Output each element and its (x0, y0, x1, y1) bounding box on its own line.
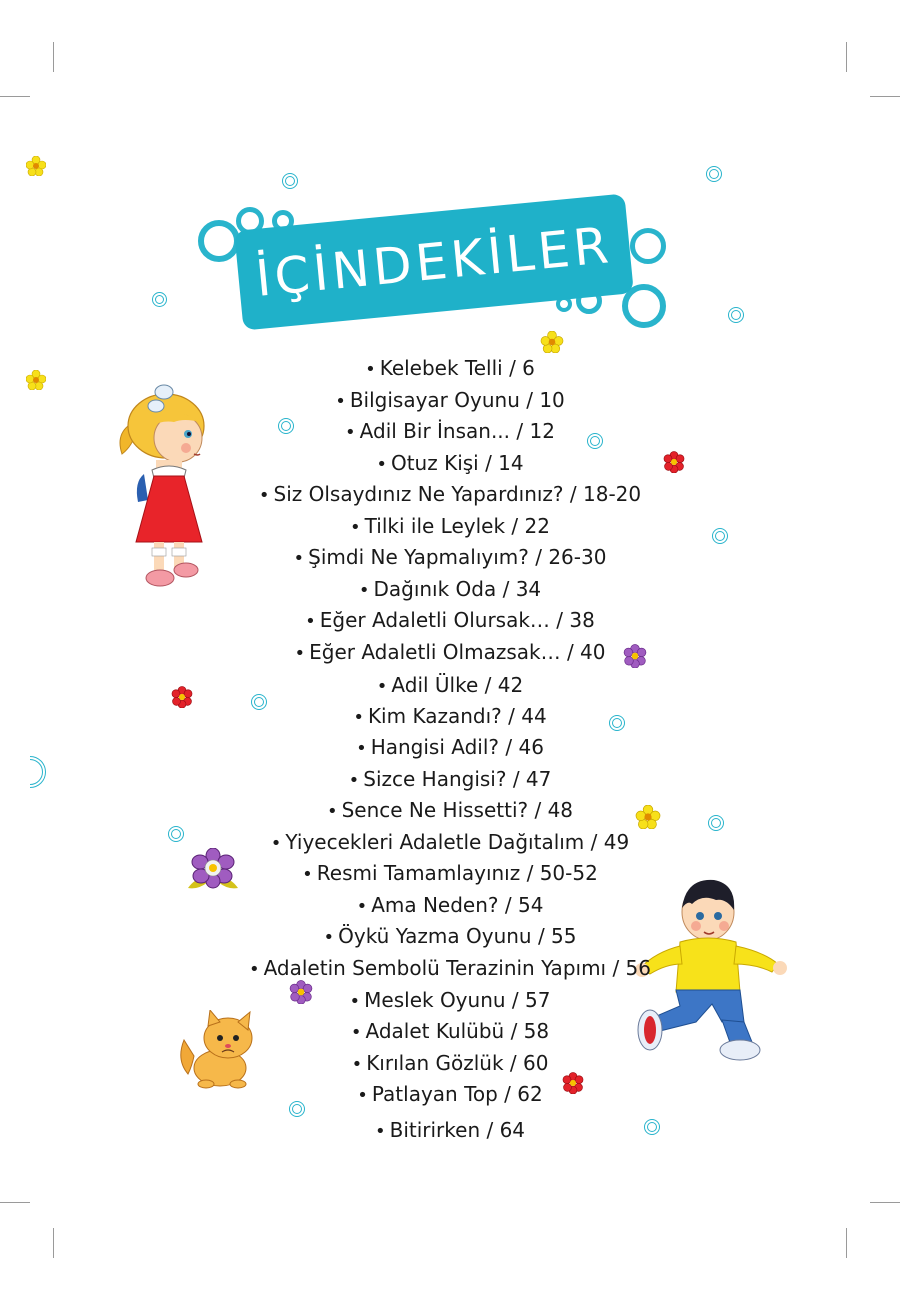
toc-entry-text: Ama Neden? / 54 (371, 893, 544, 917)
bullet-icon: • (353, 707, 364, 728)
page-title: İÇİNDEKİLER (253, 215, 615, 309)
toc-entry-text: Öykü Yazma Oyunu / 55 (338, 924, 577, 948)
bullet-icon: • (270, 833, 282, 854)
toc-entry-text: Hangisi Adil? / 46 (370, 735, 544, 759)
toc-entry-text: Sizce Hangisi? / 47 (363, 767, 552, 791)
toc-item (0, 482, 900, 508)
ring-decoration (630, 228, 666, 264)
bullet-icon: • (376, 676, 388, 697)
crop-mark (870, 1202, 900, 1203)
toc-item (0, 640, 900, 666)
toc-entry-text: Kelebek Telli / 6 (379, 356, 535, 380)
ring-decoration (282, 173, 298, 189)
toc-entry-text: Eğer Adaletli Olursak… / 38 (319, 608, 595, 632)
toc-item (0, 356, 900, 382)
toc-item (0, 1051, 900, 1077)
toc-entry-text: Bitirirken / 64 (389, 1118, 526, 1142)
toc-entry-text: Tilki ile Leylek / 22 (364, 514, 550, 538)
bullet-icon: • (356, 738, 367, 759)
toc-item (0, 608, 900, 634)
ring-decoration (152, 292, 167, 307)
ring-decoration (706, 166, 722, 182)
toc-entry-text: Otuz Kişi / 14 (390, 451, 524, 475)
bullet-icon: • (302, 864, 313, 885)
toc-entry-text: Adaletin Sembolü Terazinin Yapımı / 56 (263, 956, 652, 980)
toc-entry-text: Adil Ülke / 42 (391, 673, 524, 697)
ring-decoration (728, 307, 744, 323)
bullet-icon: • (376, 454, 387, 475)
crop-mark (846, 1228, 847, 1258)
toc-item (0, 861, 900, 887)
toc-item (0, 988, 900, 1014)
bullet-icon: • (351, 1054, 363, 1075)
bullet-icon: • (294, 643, 306, 664)
title-area (0, 0, 900, 360)
bullet-icon: • (248, 959, 260, 980)
bullet-icon: • (326, 801, 338, 822)
toc-entry-text: Siz Olsaydınız Ne Yapardınız? / 18-20 (273, 482, 642, 506)
toc-entry-text: Bilgisayar Oyunu / 10 (349, 388, 565, 412)
toc-entry-text: Adil Bir İnsan... / 12 (359, 419, 555, 443)
toc-item (0, 893, 900, 919)
ring-decoration (198, 220, 240, 262)
yellow-flower-icon (26, 156, 46, 176)
bullet-icon: • (358, 580, 370, 601)
bullet-icon: • (348, 770, 360, 791)
toc-entry-text: Kırılan Gözlük / 60 (366, 1051, 549, 1075)
toc-entry-text: Patlayan Top / 62 (371, 1082, 543, 1106)
bullet-icon: • (374, 1121, 386, 1142)
bullet-icon: • (323, 927, 335, 948)
toc-entry-text: Meslek Oyunu / 57 (364, 988, 551, 1012)
toc-item (0, 798, 900, 824)
toc-item (0, 514, 900, 540)
toc-entry-text: Kim Kazandı? / 44 (367, 704, 547, 728)
bullet-icon: • (349, 991, 361, 1012)
toc-entry-text: Şimdi Ne Yapmalıyım? / 26-30 (308, 545, 607, 569)
toc-item (0, 956, 900, 982)
bullet-icon: • (345, 422, 356, 443)
toc-entry-text: Dağınık Oda / 34 (373, 577, 542, 601)
toc-item (0, 924, 900, 950)
toc-item (0, 1118, 900, 1144)
toc-entry-text: Adalet Kulübü / 58 (365, 1019, 550, 1043)
crop-mark (0, 1202, 30, 1203)
bullet-icon: • (293, 548, 305, 569)
yellow-flower-icon (540, 331, 564, 353)
toc-item (0, 1019, 900, 1045)
toc-entry-text: Yiyecekleri Adaletle Dağıtalım / 49 (285, 830, 630, 854)
title-banner (234, 193, 634, 330)
bullet-icon: • (357, 1085, 368, 1106)
toc-item (0, 767, 900, 793)
toc-item (0, 830, 900, 856)
toc-entry-text: Resmi Tamamlayınız / 50-52 (316, 861, 598, 885)
toc-item (0, 704, 900, 730)
toc-item (0, 673, 900, 699)
bullet-icon: • (365, 359, 376, 380)
toc-item (0, 419, 900, 445)
toc-item (0, 388, 900, 414)
bullet-icon: • (356, 896, 368, 917)
bullet-icon: • (350, 1022, 362, 1043)
bullet-icon: • (335, 391, 346, 412)
toc-item (0, 1082, 900, 1108)
bullet-icon: • (350, 517, 361, 538)
toc-item (0, 451, 900, 477)
bullet-icon: • (258, 485, 270, 506)
toc-item (0, 545, 900, 571)
toc-item (0, 577, 900, 603)
bullet-icon: • (305, 611, 316, 632)
crop-mark (53, 1228, 54, 1258)
toc-entry-text: Sence Ne Hissetti? / 48 (341, 798, 574, 822)
toc-item (0, 735, 900, 761)
toc-entry-text: Eğer Adaletli Olmazsak… / 40 (309, 640, 606, 664)
